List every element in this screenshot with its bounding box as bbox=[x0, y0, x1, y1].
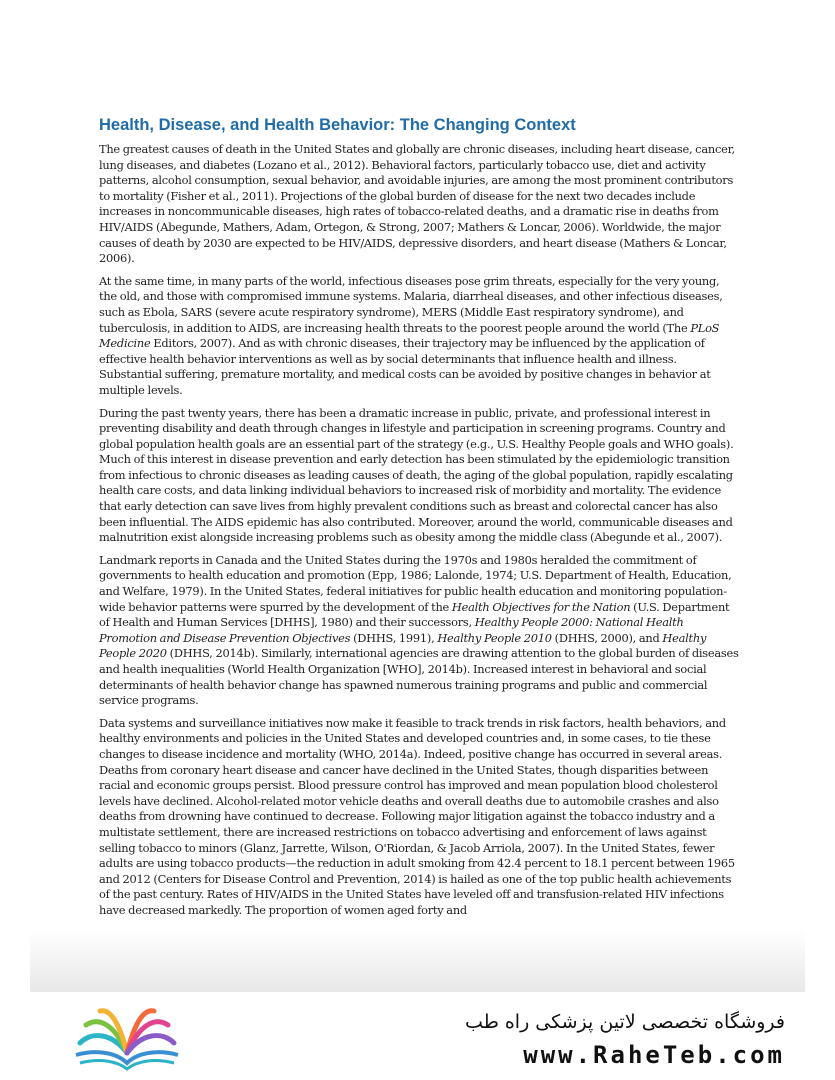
paragraph-4: Landmark reports in Canada and the United States during the 1970s and 1980s heralded the commitment of governments to health education and promotion (Epp, 1986; Lalonde, 1974; U.S. Department of Health, Education, and Welfare, 1979). In the United States, federal initiatives for public health education and monitoring population-wide behavior patterns were spurred by the development of the Health Objectives for the Nation (U.S. Department of Health and Human Services [DHHS], 1980) and their successors, Healthy People 2000: National Health Promotion and Disease Prevention Objectives (DHHS, 1991), Healthy People 2010 (DHHS, 2000), and Healthy People 2020 (DHHS, 2014b). Similarly, international agencies are drawing attention to the global burden of diseases and health inequalities (World Health Organization [WHO], 2014b). Increased interest in behavioral and social determinants of health behavior change has spawned numerous training programs and public and commercial service programs. bbox=[99, 552, 739, 708]
article-section bbox=[99, 116, 739, 926]
italic-title-2: Healthy People 2000: National Health Promotion and Disease Prevention Objectives bbox=[99, 615, 684, 645]
shop-url: www.RaheTeb.com bbox=[523, 1041, 785, 1069]
open-book-logo-icon bbox=[72, 1003, 182, 1075]
italic-title-1: Health Objectives for the Nation bbox=[451, 599, 631, 614]
paragraph-3: During the past twenty years, there has been a dramatic increase in public, private, and professional interest in preventing disability and death through changes in lifestyle and participation in screening programs. Country and global population health goals are an essential part of the strategy (e.g., U.S. Healthy People goals and WHO goals). Much of this interest in disease prevention and early detection has been stimulated by the epidemiologic transition from infectious to chronic diseases as leading causes of death, the aging of the global population, rapidly escalating health care costs, and data linking individual behaviors to increased risk of morbidity and mortality. The evidence that early detection can save lives from highly prevalent conditions such as breast and colorectal cancer has also been influential. The AIDS epidemic has also contributed. Moreover, around the world, communicable diseases and malnutrition exist alongside increasing problems such as obesity among the middle class (Abegunde et al., 2007). bbox=[99, 405, 734, 545]
paragraph-5: Data systems and surveillance initiatives now make it feasible to track trends in risk factors, health behaviors, and healthy environments and policies in the United States and developed countries and, in some cases, to tie these changes to disease incidence and mortality (WHO, 2014a). Indeed, positive change has occurred in several areas. Deaths from coronary heart disease and cancer have declined in the United States, though disparities between racial and economic groups persist. Blood pressure control has improved and mean population blood cholesterol levels have declined. Alcohol-related motor vehicle deaths and overall deaths due to automobile crashes and also deaths from drowning have continued to decrease. Following major litigation against the tobacco industry and a multistate settlement, there are increased restrictions on tobacco advertising and enforcement of laws against selling tobacco to minors (Glanz, Jarrette, Wilson, O'Riordan, & Jacob Arriola, 2007). In the United States, fewer adults are using tobacco products—the reduction in adult smoking from 42.4 percent to 18.1 percent between 1965 and 2012 (Centers for Disease Control and Prevention, 2014) is hailed as one of the top public health achievements of the past century. Rates of HIV/AIDS in the United States have leveled off and transfusion-related HIV infections have decreased markedly. The proportion of women aged forty and bbox=[99, 715, 735, 917]
section-heading: Health, Disease, and Health Behavior: The Changing Context bbox=[99, 116, 576, 134]
paragraph-1: The greatest causes of death in the United States and globally are chronic diseases, including heart disease, cancer, lung diseases, and diabetes (Lozano et al., 2012). Behavioral factors, particularly tobacco use, diet and activity patterns, alcohol consumption, sexual behavior, and avoidable injuries, are among the most prominent contributors to mortality (Fisher et al., 2011). Projections of the global burden of disease for the next two decades include increases in noncommunicable diseases, high rates of tobacco-related deaths, and a dramatic rise in deaths from HIV/AIDS (Abegunde, Mathers, Adam, Ortegon, & Strong, 2007; Mathers & Loncar, 2006). Worldwide, the major causes of death by 2030 are expected to be HIV/AIDS, depressive disorders, and heart disease (Mathers & Loncar, 2006). bbox=[99, 142, 735, 266]
shop-name: فروشگاه تخصصی لاتین پزشکی راه طب bbox=[465, 1011, 785, 1033]
italic-title-4: Healthy People 2020 bbox=[99, 630, 707, 661]
page-bottom-fade bbox=[30, 930, 805, 992]
watermark-banner bbox=[0, 993, 835, 1080]
paragraph-2: At the same time, in many parts of the world, infectious diseases pose grim threats, especially for the very young, the old, and those with compromised immune systems. Malaria, diarrheal diseases, and other infectious diseases, such as Ebola, SARS (severe acute respiratory syndrome), MERS (Middle East respiratory syndrome), and tuberculosis, in addition to AIDS, are increasing health threats to the poorest people around the world (The PLoS Medicine Editors, 2007). And as with chronic diseases, their trajectory may be influenced by the application of effective health behavior interventions as well as by social determinants that influence health and illness. Substantial suffering, premature mortality, and medical costs can be avoided by positive changes in behavior at multiple levels. bbox=[99, 273, 723, 397]
italic-journal-name: PLoS Medicine bbox=[99, 320, 720, 351]
italic-title-3: Healthy People 2010 bbox=[437, 630, 552, 645]
